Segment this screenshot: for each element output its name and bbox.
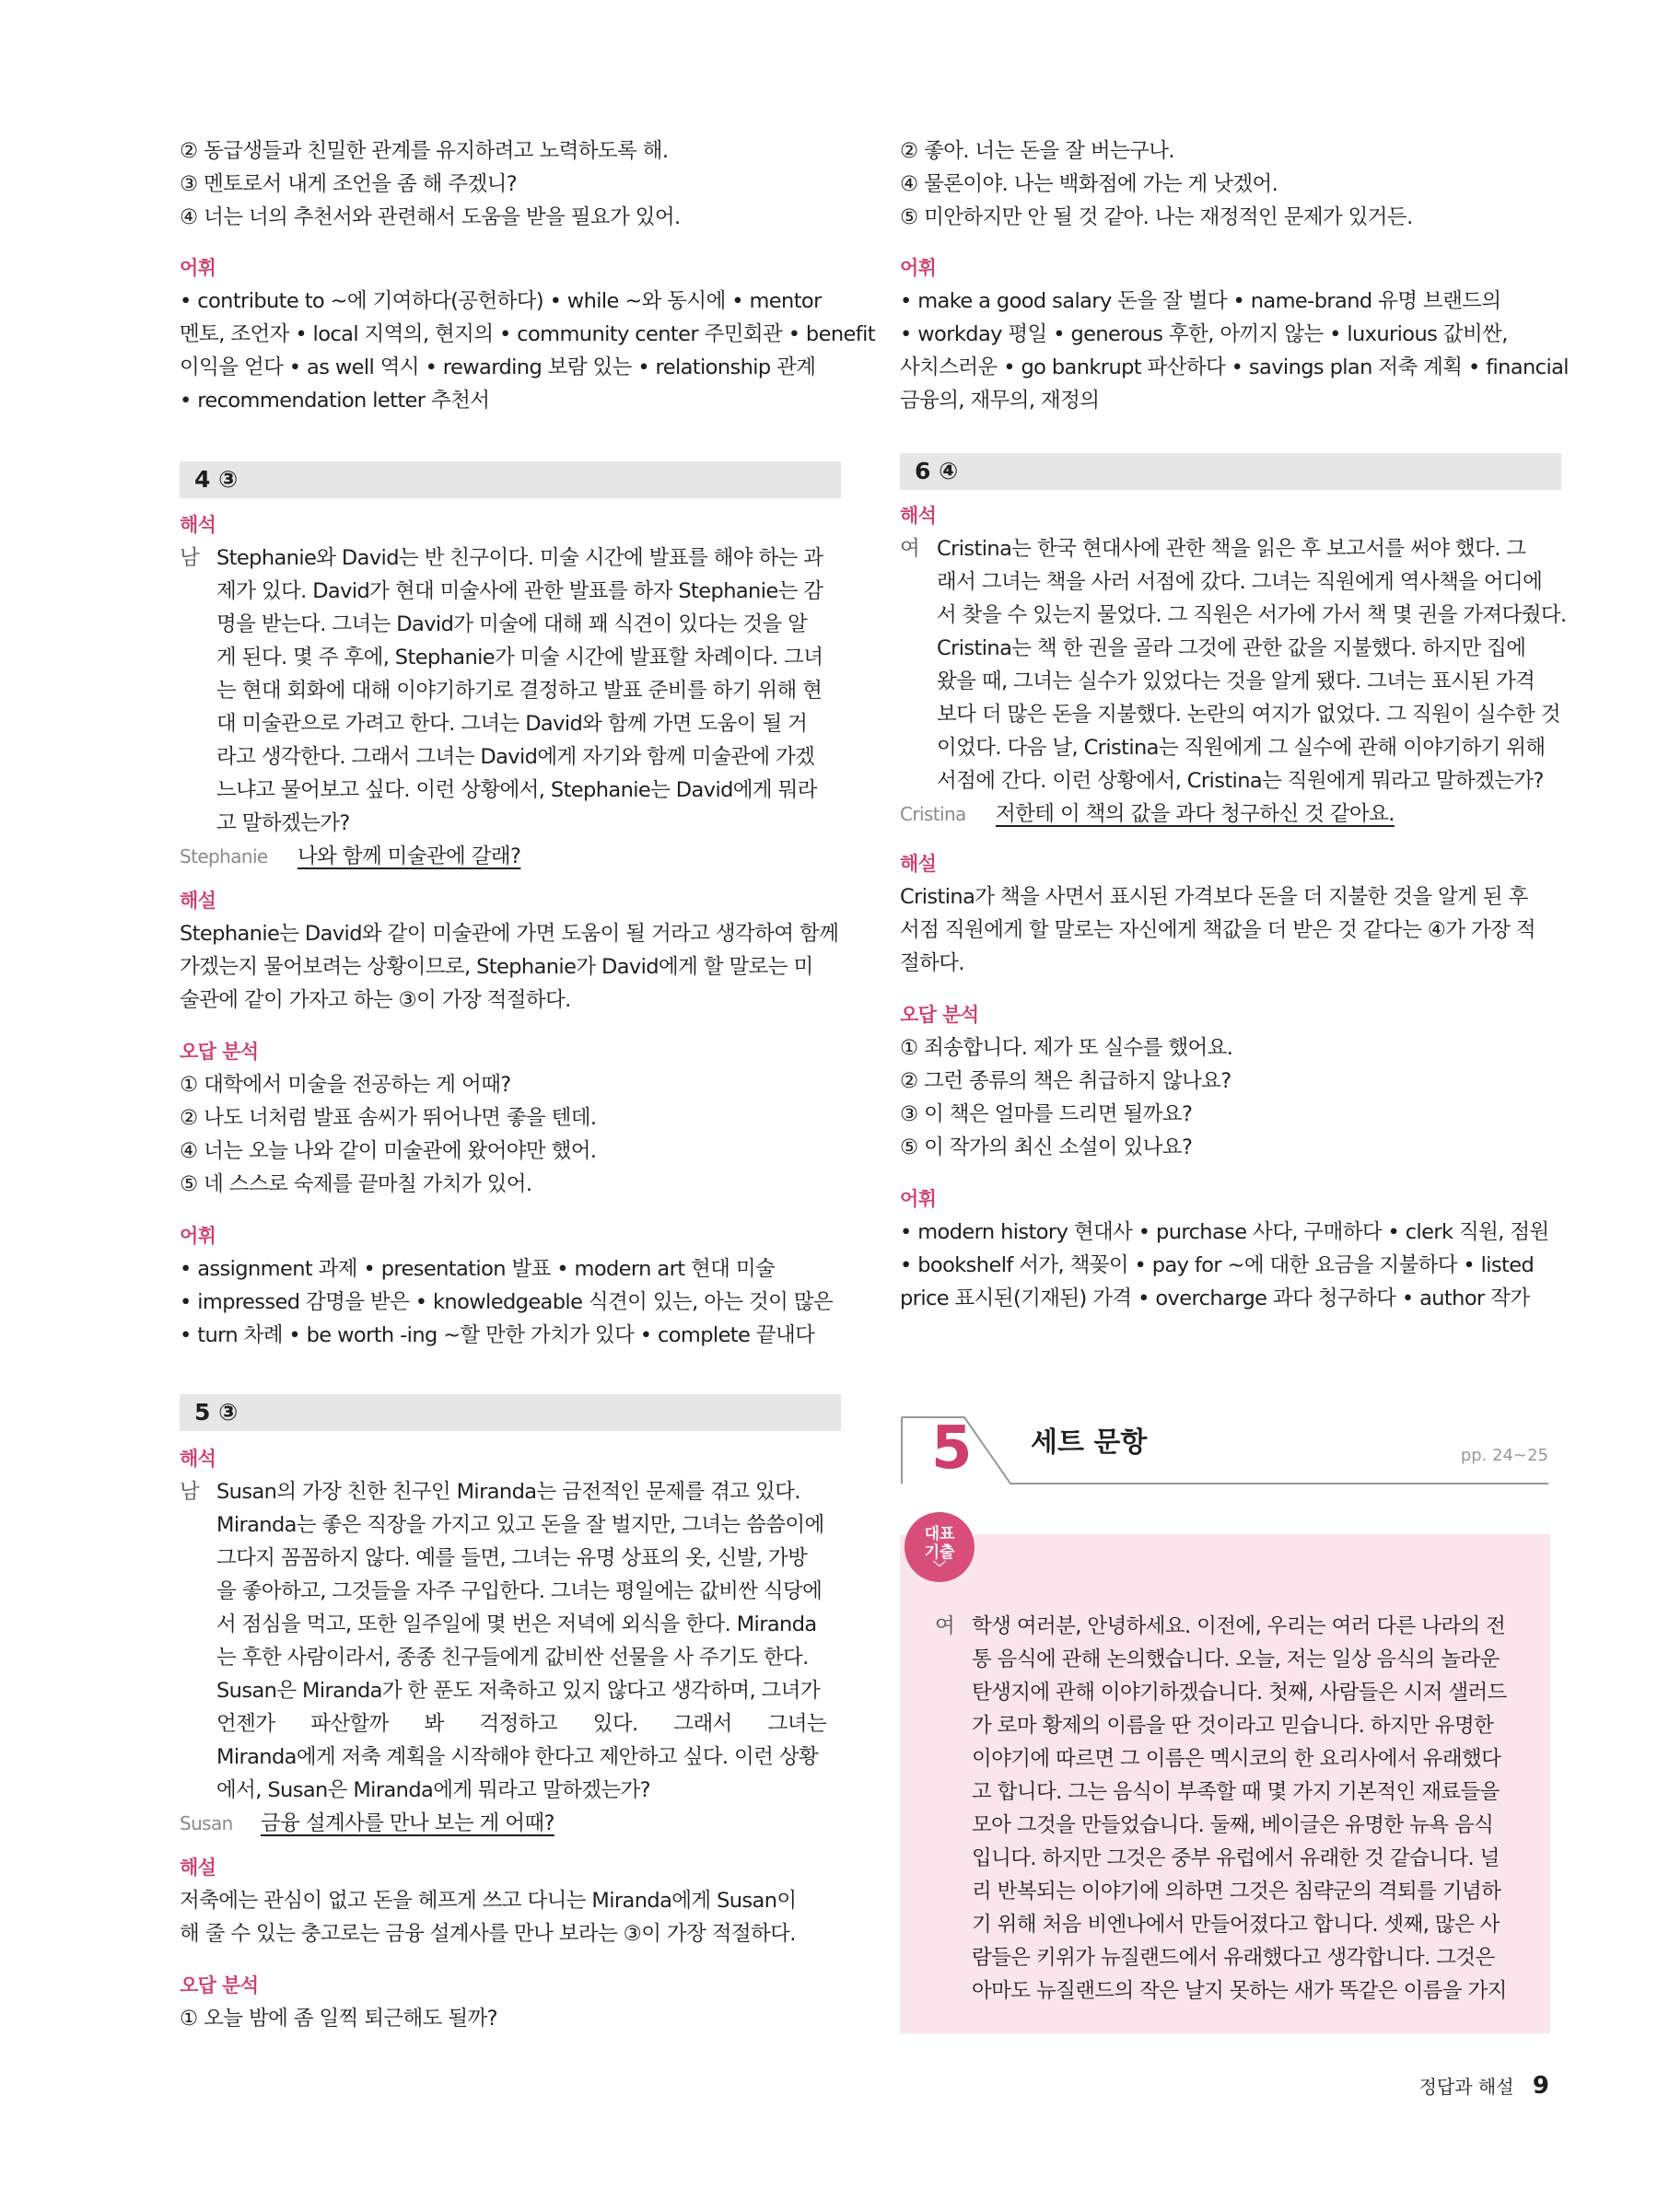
q4-explanation-section <box>180 884 839 1017</box>
answer-text: 저한테 이 책의 값을 과다 청구하신 것 같아요. <box>996 802 1395 826</box>
q6-explanation-section <box>900 847 1546 980</box>
q4-body <box>180 508 826 873</box>
wrong-option-line: ④ 너는 오늘 나와 같이 미술관에 왔어야만 했어. <box>180 1139 597 1163</box>
wrong-option-line: ① 대학에서 미술을 전공하는 게 어때? <box>180 1073 511 1097</box>
wrong-option-line: ⑤ 네 스스로 숙제를 끝마칠 가치가 있어. <box>180 1172 532 1196</box>
passage-line: 모아 그것을 만들었습니다. 둘째, 베이글은 유명한 뉴욕 음식 <box>972 1813 1494 1837</box>
passage-line: 제가 있다. David가 현대 미술사에 관한 발표를 하자 Stephanie는 감 <box>216 579 823 603</box>
explanation-line: 절하다. <box>900 951 964 975</box>
set-title: 세트 문항 <box>1031 1426 1148 1459</box>
q4-vocab-section <box>180 1219 834 1352</box>
passage-line: Miranda에게 저축 계획을 시작해야 한다고 제안하고 싶다. 이런 상황 <box>216 1745 819 1769</box>
passage-line: 고 합니다. 그는 음식이 부족할 때 몇 가지 기본적인 재료들을 <box>972 1780 1500 1804</box>
passage-line: 가 로마 황제의 이름을 딴 것이라고 믿습니다. 하지만 유명한 <box>972 1714 1494 1738</box>
wrong-option-line: ② 그런 종류의 책은 취급하지 않나요? <box>900 1069 1231 1093</box>
passage-line: 서 찾을 수 있는지 물었다. 그 직원은 서가에 가서 책 몇 권을 가져다줬다. <box>937 603 1567 627</box>
passage-line: 통 음식에 관해 논의했습니다. 오늘, 저는 일상 음식의 놀라운 <box>972 1647 1500 1671</box>
q6-wrong-section <box>900 998 1546 1164</box>
q5-explanation-section <box>180 1851 826 1950</box>
speaker-tag: 남 <box>180 1480 200 1504</box>
q6-vocab-section <box>900 1182 1549 1315</box>
explanation-line: 서점 직원에게 할 말로는 자신에게 책값을 더 받은 것 같다는 ④가 가장 적 <box>900 918 1535 942</box>
vocab-label: 어휘 <box>900 257 937 279</box>
vocab-line: 금융의, 재무의, 재정의 <box>900 389 1100 413</box>
set-number: 5 <box>931 1415 973 1483</box>
badge-top: 대표 <box>924 1525 955 1543</box>
passage-line: 람들은 키위가 뉴질랜드에서 유래했다고 생각합니다. 그것은 <box>972 1946 1495 1970</box>
translation-label: 해석 <box>900 505 937 527</box>
wrong-analysis-label: 오답 분석 <box>180 1041 259 1063</box>
wrong-analysis-label: 오답 분석 <box>180 1974 259 1997</box>
wrong-option-line: ⑤ 이 작가의 최신 소설이 있나요? <box>900 1135 1193 1159</box>
wrong-analysis-label: 오답 분석 <box>900 1004 979 1026</box>
explanation-line: Stephanie는 David와 같이 미술관에 가면 도움이 될 거라고 생각하여 함께 <box>180 922 839 946</box>
passage-line: 학생 여러분, 안녕하세요. 이전에, 우리는 여러 다른 나라의 전 <box>972 1614 1506 1638</box>
vocab-label: 어휘 <box>900 1188 937 1210</box>
passage-line: 기 위해 처음 비엔나에서 만들어졌다고 합니다. 셋째, 많은 사 <box>972 1913 1500 1937</box>
q4-wrong-section <box>180 1035 826 1201</box>
wrong-option-line: ① 오늘 밤에 좀 일찍 퇴근해도 될까? <box>180 2007 497 2031</box>
wrong-option-line: ② 나도 너처럼 발표 솜씨가 뛰어나면 좋을 텐데. <box>180 1106 597 1130</box>
vocab-line: 멘토, 조언자 • local 지역의, 현지의 • community center 주민회관 • benefit <box>180 322 875 346</box>
passage-line: 명을 받는다. 그녀는 David가 미술에 대해 꽤 식견이 있다는 것을 알 <box>216 612 808 636</box>
passage-line: Cristina는 한국 현대사에 관한 책을 읽은 후 보고서를 써야 했다. 그 <box>937 537 1526 561</box>
q4-header: 4 ③ <box>180 461 841 498</box>
page-number: 9 <box>1532 2072 1549 2100</box>
option-line: ② 좋아. 너는 돈을 잘 버는구나. <box>900 139 1174 163</box>
q3-remaining-options <box>180 134 826 234</box>
vocab-line: • assignment 과제 • presentation 발표 • modern art 현대 미술 <box>180 1257 776 1281</box>
explanation-label: 해설 <box>180 1857 216 1879</box>
passage-line: 느냐고 물어보고 싶다. 이런 상황에서, Stephanie는 David에게 뭐라 <box>216 778 817 802</box>
answer-speaker: Susan <box>180 1812 233 1834</box>
vocab-line: • contribute to ~에 기여하다(공헌하다) • while ~와 동시에 • mentor <box>180 289 822 313</box>
passage-line: 그다지 꼼꼼하지 않다. 예를 들면, 그녀는 유명 상표의 옷, 신발, 가방 <box>216 1546 808 1570</box>
passage-line: 탄생지에 관해 이야기하겠습니다. 첫째, 사람들은 시저 샐러드 <box>972 1681 1507 1705</box>
passage-line: Stephanie와 David는 반 친구이다. 미술 시간에 발표를 해야 하는 과 <box>216 546 823 570</box>
passage-line: Susan의 가장 친한 친구인 Miranda는 금전적인 문제를 겪고 있다. <box>216 1480 800 1504</box>
answer-text: 금융 설계사를 만나 보는 게 어때? <box>261 1811 554 1835</box>
set-section-header <box>900 1414 1550 1487</box>
passage-line: 는 현대 회화에 대해 이야기하기로 결정하고 발표 준비를 하기 위해 현 <box>216 679 823 703</box>
q6-header: 6 ④ <box>900 453 1561 490</box>
passage-line: 보다 더 많은 돈을 지불했다. 논란의 여지가 없었다. 그 직원이 실수한 것 <box>937 703 1560 727</box>
set-header-frame <box>900 1414 1550 1487</box>
passage-line: 을 좋아하고, 그것들을 자주 구입한다. 그녀는 평일에는 값비싼 식당에 <box>216 1579 823 1603</box>
translation-label: 해석 <box>180 514 216 536</box>
passage-line: 리 반복되는 이야기에 의하면 그것은 침략군의 격퇴를 기념하 <box>972 1880 1501 1903</box>
explanation-label: 해설 <box>900 853 937 875</box>
vocab-line: • turn 차례 • be worth -ing ~할 만한 가치가 있다 • complete 끝내다 <box>180 1323 815 1347</box>
passage-line: 는 후한 사람이라서, 종종 친구들에게 값비싼 선물을 사 주기도 한다. <box>216 1646 809 1670</box>
passage-box-text <box>935 1610 1515 2008</box>
q5-vocab-section <box>900 251 1569 417</box>
option-line: ③ 멘토로서 내게 조언을 좀 해 주겠니? <box>180 172 518 196</box>
set-pages: pp. 24~25 <box>1460 1446 1548 1465</box>
passage-line: 왔을 때, 그녀는 실수가 있었다는 것을 알게 됐다. 그녀는 표시된 가격 <box>937 669 1535 693</box>
passage-line: 아마도 뉴질랜드의 작은 날지 못하는 새가 똑같은 이름을 가지 <box>972 1979 1507 2003</box>
vocab-line: 이익을 얻다 • as well 역시 • rewarding 보람 있는 • relationship 관계 <box>180 355 816 379</box>
translation-label: 해석 <box>180 1448 216 1470</box>
q5-wrong-section <box>180 1969 826 2035</box>
passage-line: 서점에 간다. 이런 상황에서, Cristina는 직원에게 뭐라고 말하겠는가? <box>937 769 1544 793</box>
q5-header: 5 ③ <box>180 1394 841 1431</box>
option-line: ④ 물론이야. 나는 백화점에 가는 게 낫겠어. <box>900 172 1278 196</box>
q4-passage <box>180 541 826 840</box>
q6-body <box>900 499 1567 831</box>
explanation-line: 가겠는지 물어보려는 상황이므로, Stephanie가 David에게 할 말로는 미 <box>180 955 813 979</box>
vocab-line: • recommendation letter 추천서 <box>180 389 490 413</box>
footer-label: 정답과 해설 <box>1418 2076 1514 2098</box>
representative-badge <box>905 1512 975 1582</box>
q5-body <box>180 1442 826 1840</box>
passage-line: Cristina는 책 한 권을 골라 그것에 관한 값을 지불했다. 하지만 집에 <box>937 636 1526 660</box>
q5-passage <box>180 1475 826 1807</box>
explanation-line: 술관에 같이 가자고 하는 ③이 가장 적절하다. <box>180 988 571 1012</box>
chevron-down-icon: ﹀ <box>933 1561 946 1576</box>
passage-line: 게 된다. 몇 주 후에, Stephanie가 미술 시간에 발표할 차례이다. 그녀 <box>216 646 823 669</box>
passage-line: 래서 그녀는 책을 사러 서점에 갔다. 그녀는 직원에게 역사책을 어디에 <box>937 570 1543 594</box>
explanation-line: Cristina가 책을 사면서 표시된 가격보다 돈을 더 지불한 것을 알게 된 후 <box>900 885 1528 909</box>
passage-line: 이었다. 다음 날, Cristina는 직원에게 그 실수에 관해 이야기하기 위해 <box>937 736 1546 760</box>
speaker-tag: 남 <box>180 546 200 570</box>
vocab-line: • modern history 현대사 • purchase 사다, 구매하다 • clerk 직원, 점원 <box>900 1220 1549 1244</box>
wrong-option-line: ① 죄송합니다. 제가 또 실수를 했어요. <box>900 1036 1233 1060</box>
explanation-line: 저축에는 관심이 없고 돈을 헤프게 쓰고 다니는 Miranda에게 Susan이 <box>180 1889 797 1913</box>
vocab-line: • workday 평일 • generous 후한, 아끼지 않는 • luxurious 값비싼, <box>900 322 1508 346</box>
passage-line: 에서, Susan은 Miranda에게 뭐라고 말하겠는가? <box>216 1778 651 1802</box>
badge-bottom: 기출 <box>924 1543 955 1562</box>
vocab-line: • bookshelf 서가, 책꽂이 • pay for ~에 대한 요금을 지불하다 • listed <box>900 1253 1535 1277</box>
passage-line: Susan은 Miranda가 한 푼도 저축하고 있지 않다고 생각하며, 그녀가 <box>216 1679 820 1703</box>
vocab-label: 어휘 <box>180 1225 216 1247</box>
answer-speaker: Stephanie <box>180 845 268 867</box>
passage-line: 라고 생각한다. 그래서 그녀는 David에게 자기와 함께 미술관에 가겠 <box>216 745 815 769</box>
passage-line: 이야기에 따르면 그 이름은 멕시코의 한 요리사에서 유래했다 <box>972 1747 1501 1771</box>
vocab-line: • impressed 감명을 받은 • knowledgeable 식견이 있는, 아는 것이 많은 <box>180 1290 834 1314</box>
answer-line <box>180 840 826 873</box>
option-line: ② 동급생들과 친밀한 관계를 유지하려고 노력하도록 해. <box>180 139 669 163</box>
answer-text: 나와 함께 미술관에 갈래? <box>298 844 521 868</box>
vocab-line: • make a good salary 돈을 잘 벌다 • name-brand 유명 브랜드의 <box>900 289 1501 313</box>
wrong-option-line: ③ 이 책은 얼마를 드리면 될까요? <box>900 1102 1193 1126</box>
vocab-line: price 표시된(기재된) 가격 • overcharge 과다 청구하다 • author 작가 <box>900 1286 1530 1310</box>
speaker-tag: 여 <box>935 1614 955 1638</box>
q3-vocab-section <box>180 251 875 417</box>
page-footer <box>1419 2072 1549 2100</box>
passage-line: 서 점심을 먹고, 또한 일주일에 몇 번은 저녁에 외식을 한다. Miranda <box>216 1612 817 1636</box>
passage-line: 언젠가 파산할까 봐 걱정하고 있다. 그래서 그녀는 <box>216 1712 826 1736</box>
q6-passage <box>900 532 1567 797</box>
explanation-label: 해설 <box>180 890 216 912</box>
vocab-line: 사치스러운 • go bankrupt 파산하다 • savings plan 저축 계획 • financial <box>900 355 1569 379</box>
q5-remaining-options <box>900 134 1546 234</box>
passage-line: 입니다. 하지만 그것은 중부 유럽에서 유래한 것 같습니다. 널 <box>972 1846 1500 1870</box>
answer-speaker: Cristina <box>900 803 966 825</box>
passage-line: Miranda는 좋은 직장을 가지고 있고 돈을 잘 벌지만, 그녀는 씀씀이에 <box>216 1513 824 1537</box>
passage-line: 고 말하겠는가? <box>216 811 350 835</box>
explanation-line: 해 줄 수 있는 충고로는 금융 설계사를 만나 보라는 ③이 가장 적절하다. <box>180 1922 796 1946</box>
answer-line <box>900 797 1546 831</box>
passage-line: 대 미술관으로 가려고 한다. 그녀는 David와 함께 가면 도움이 될 거 <box>216 712 808 736</box>
option-line: ④ 너는 너의 추천서와 관련해서 도움을 받을 필요가 있어. <box>180 205 681 229</box>
vocab-label: 어휘 <box>180 257 216 279</box>
speaker-tag: 여 <box>900 537 920 561</box>
option-line: ⑤ 미안하지만 안 될 것 같아. 나는 재정적인 문제가 있거든. <box>900 205 1413 229</box>
answer-line <box>180 1807 826 1840</box>
